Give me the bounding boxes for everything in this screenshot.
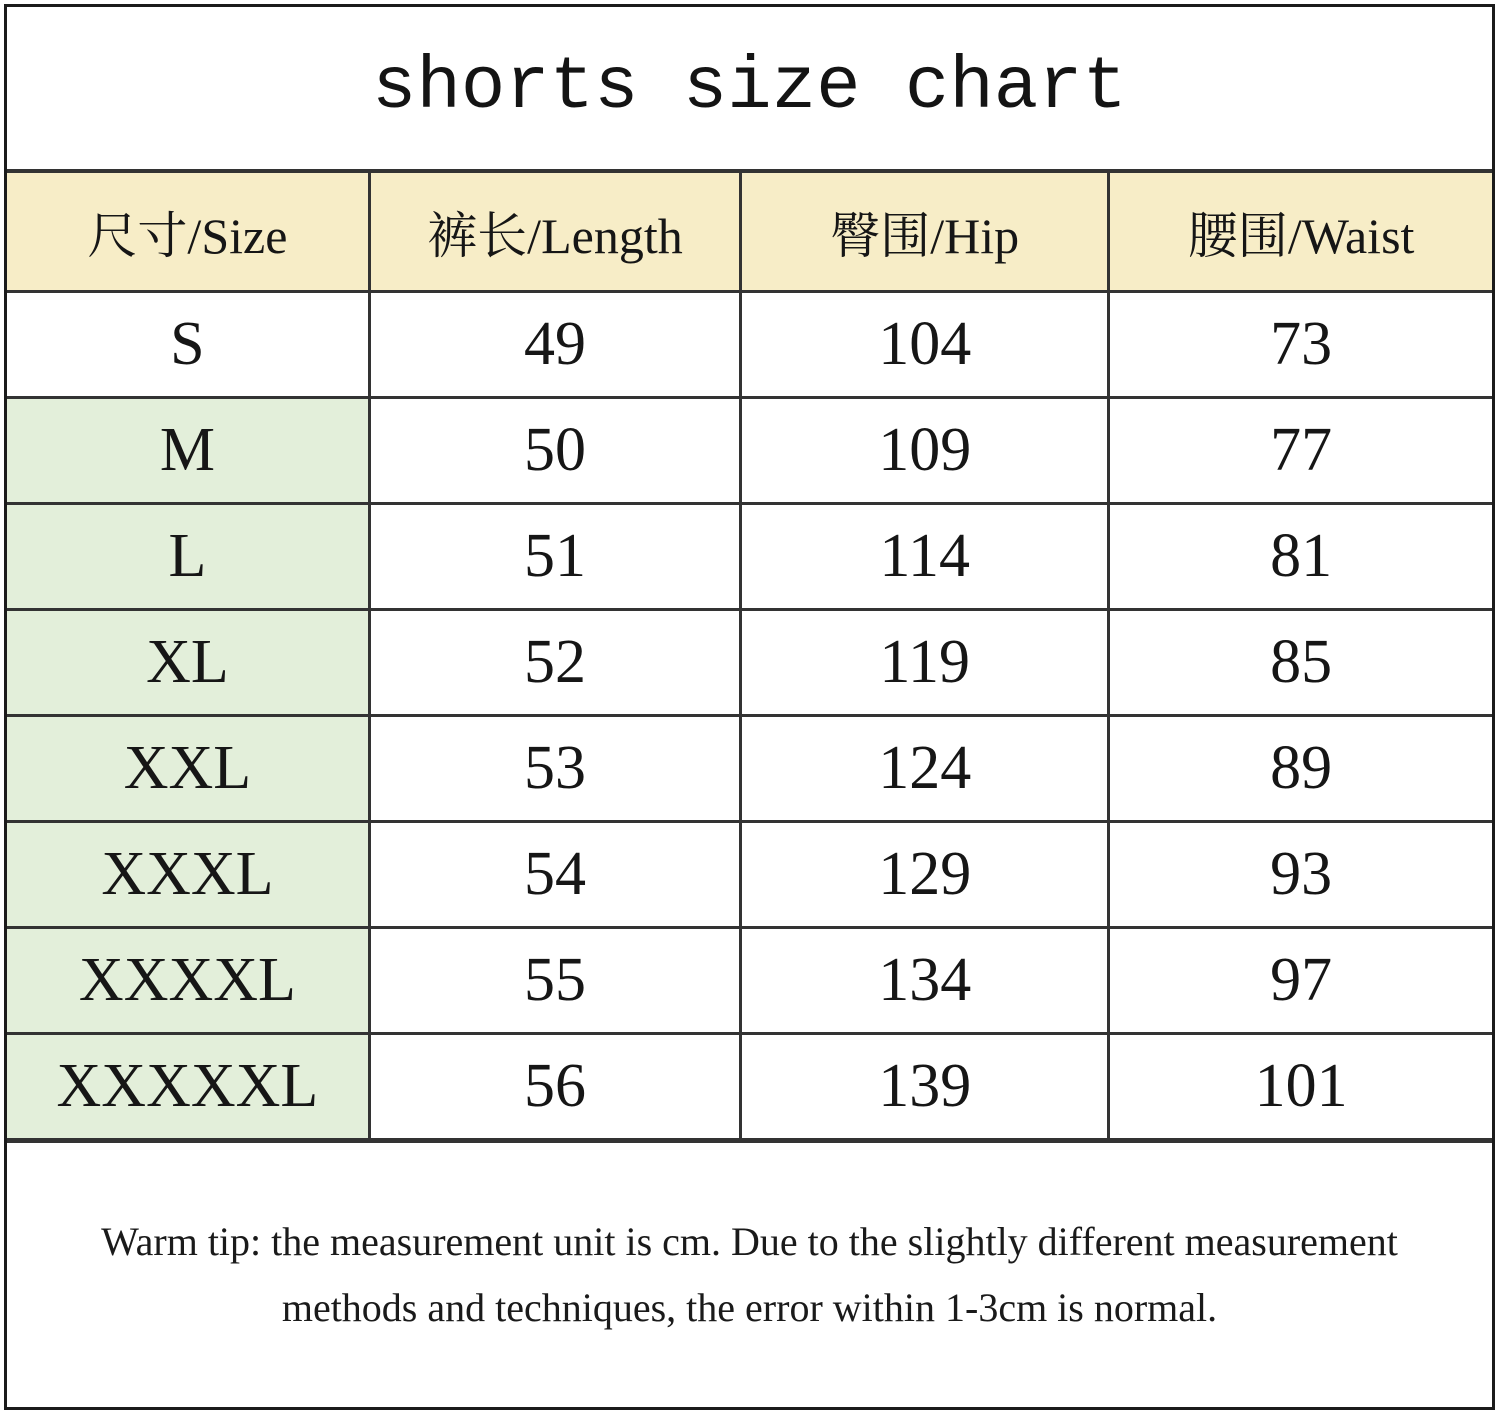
warm-tip-line-1: Warm tip: the measurement unit is cm. Due to the slightly different measurement [101, 1219, 1398, 1264]
table-row [7, 1034, 1492, 1141]
size-cell: XXXL [7, 822, 369, 928]
table-row [7, 504, 1492, 610]
column-header: 尺寸/Size [7, 171, 369, 292]
column-header: 臀围/Hip [741, 171, 1109, 292]
size-table-body [7, 292, 1492, 1141]
warm-tip-line-2: methods and techniques, the error within 1-3cm is normal. [281, 1285, 1218, 1330]
size-cell: L [7, 504, 369, 610]
value-cell: 51 [369, 504, 740, 610]
value-cell: 114 [741, 504, 1109, 610]
page-title: shorts size chart [372, 46, 1127, 130]
size-cell: XXXXL [7, 928, 369, 1034]
size-table [7, 169, 1492, 1143]
value-cell: 109 [741, 398, 1109, 504]
value-cell: 89 [1109, 716, 1492, 822]
warm-tip [7, 1143, 1492, 1407]
value-cell: 56 [369, 1034, 740, 1141]
value-cell: 53 [369, 716, 740, 822]
value-cell: 134 [741, 928, 1109, 1034]
table-row [7, 716, 1492, 822]
size-cell: XL [7, 610, 369, 716]
header-row [7, 171, 1492, 292]
page-frame [4, 4, 1495, 1410]
value-cell: 50 [369, 398, 740, 504]
value-cell: 93 [1109, 822, 1492, 928]
size-cell: XXXXXL [7, 1034, 369, 1141]
value-cell: 139 [741, 1034, 1109, 1141]
column-header: 腰围/Waist [1109, 171, 1492, 292]
column-header: 裤长/Length [369, 171, 740, 292]
size-cell: M [7, 398, 369, 504]
value-cell: 49 [369, 292, 740, 398]
value-cell: 55 [369, 928, 740, 1034]
table-row [7, 610, 1492, 716]
value-cell: 81 [1109, 504, 1492, 610]
value-cell: 85 [1109, 610, 1492, 716]
table-row [7, 822, 1492, 928]
table-row [7, 398, 1492, 504]
value-cell: 77 [1109, 398, 1492, 504]
value-cell: 101 [1109, 1034, 1492, 1141]
value-cell: 104 [741, 292, 1109, 398]
size-cell: S [7, 292, 369, 398]
value-cell: 54 [369, 822, 740, 928]
size-cell: XXL [7, 716, 369, 822]
value-cell: 119 [741, 610, 1109, 716]
value-cell: 52 [369, 610, 740, 716]
value-cell: 129 [741, 822, 1109, 928]
table-row [7, 928, 1492, 1034]
value-cell: 97 [1109, 928, 1492, 1034]
table-row [7, 292, 1492, 398]
title-area [7, 7, 1492, 169]
value-cell: 73 [1109, 292, 1492, 398]
value-cell: 124 [741, 716, 1109, 822]
